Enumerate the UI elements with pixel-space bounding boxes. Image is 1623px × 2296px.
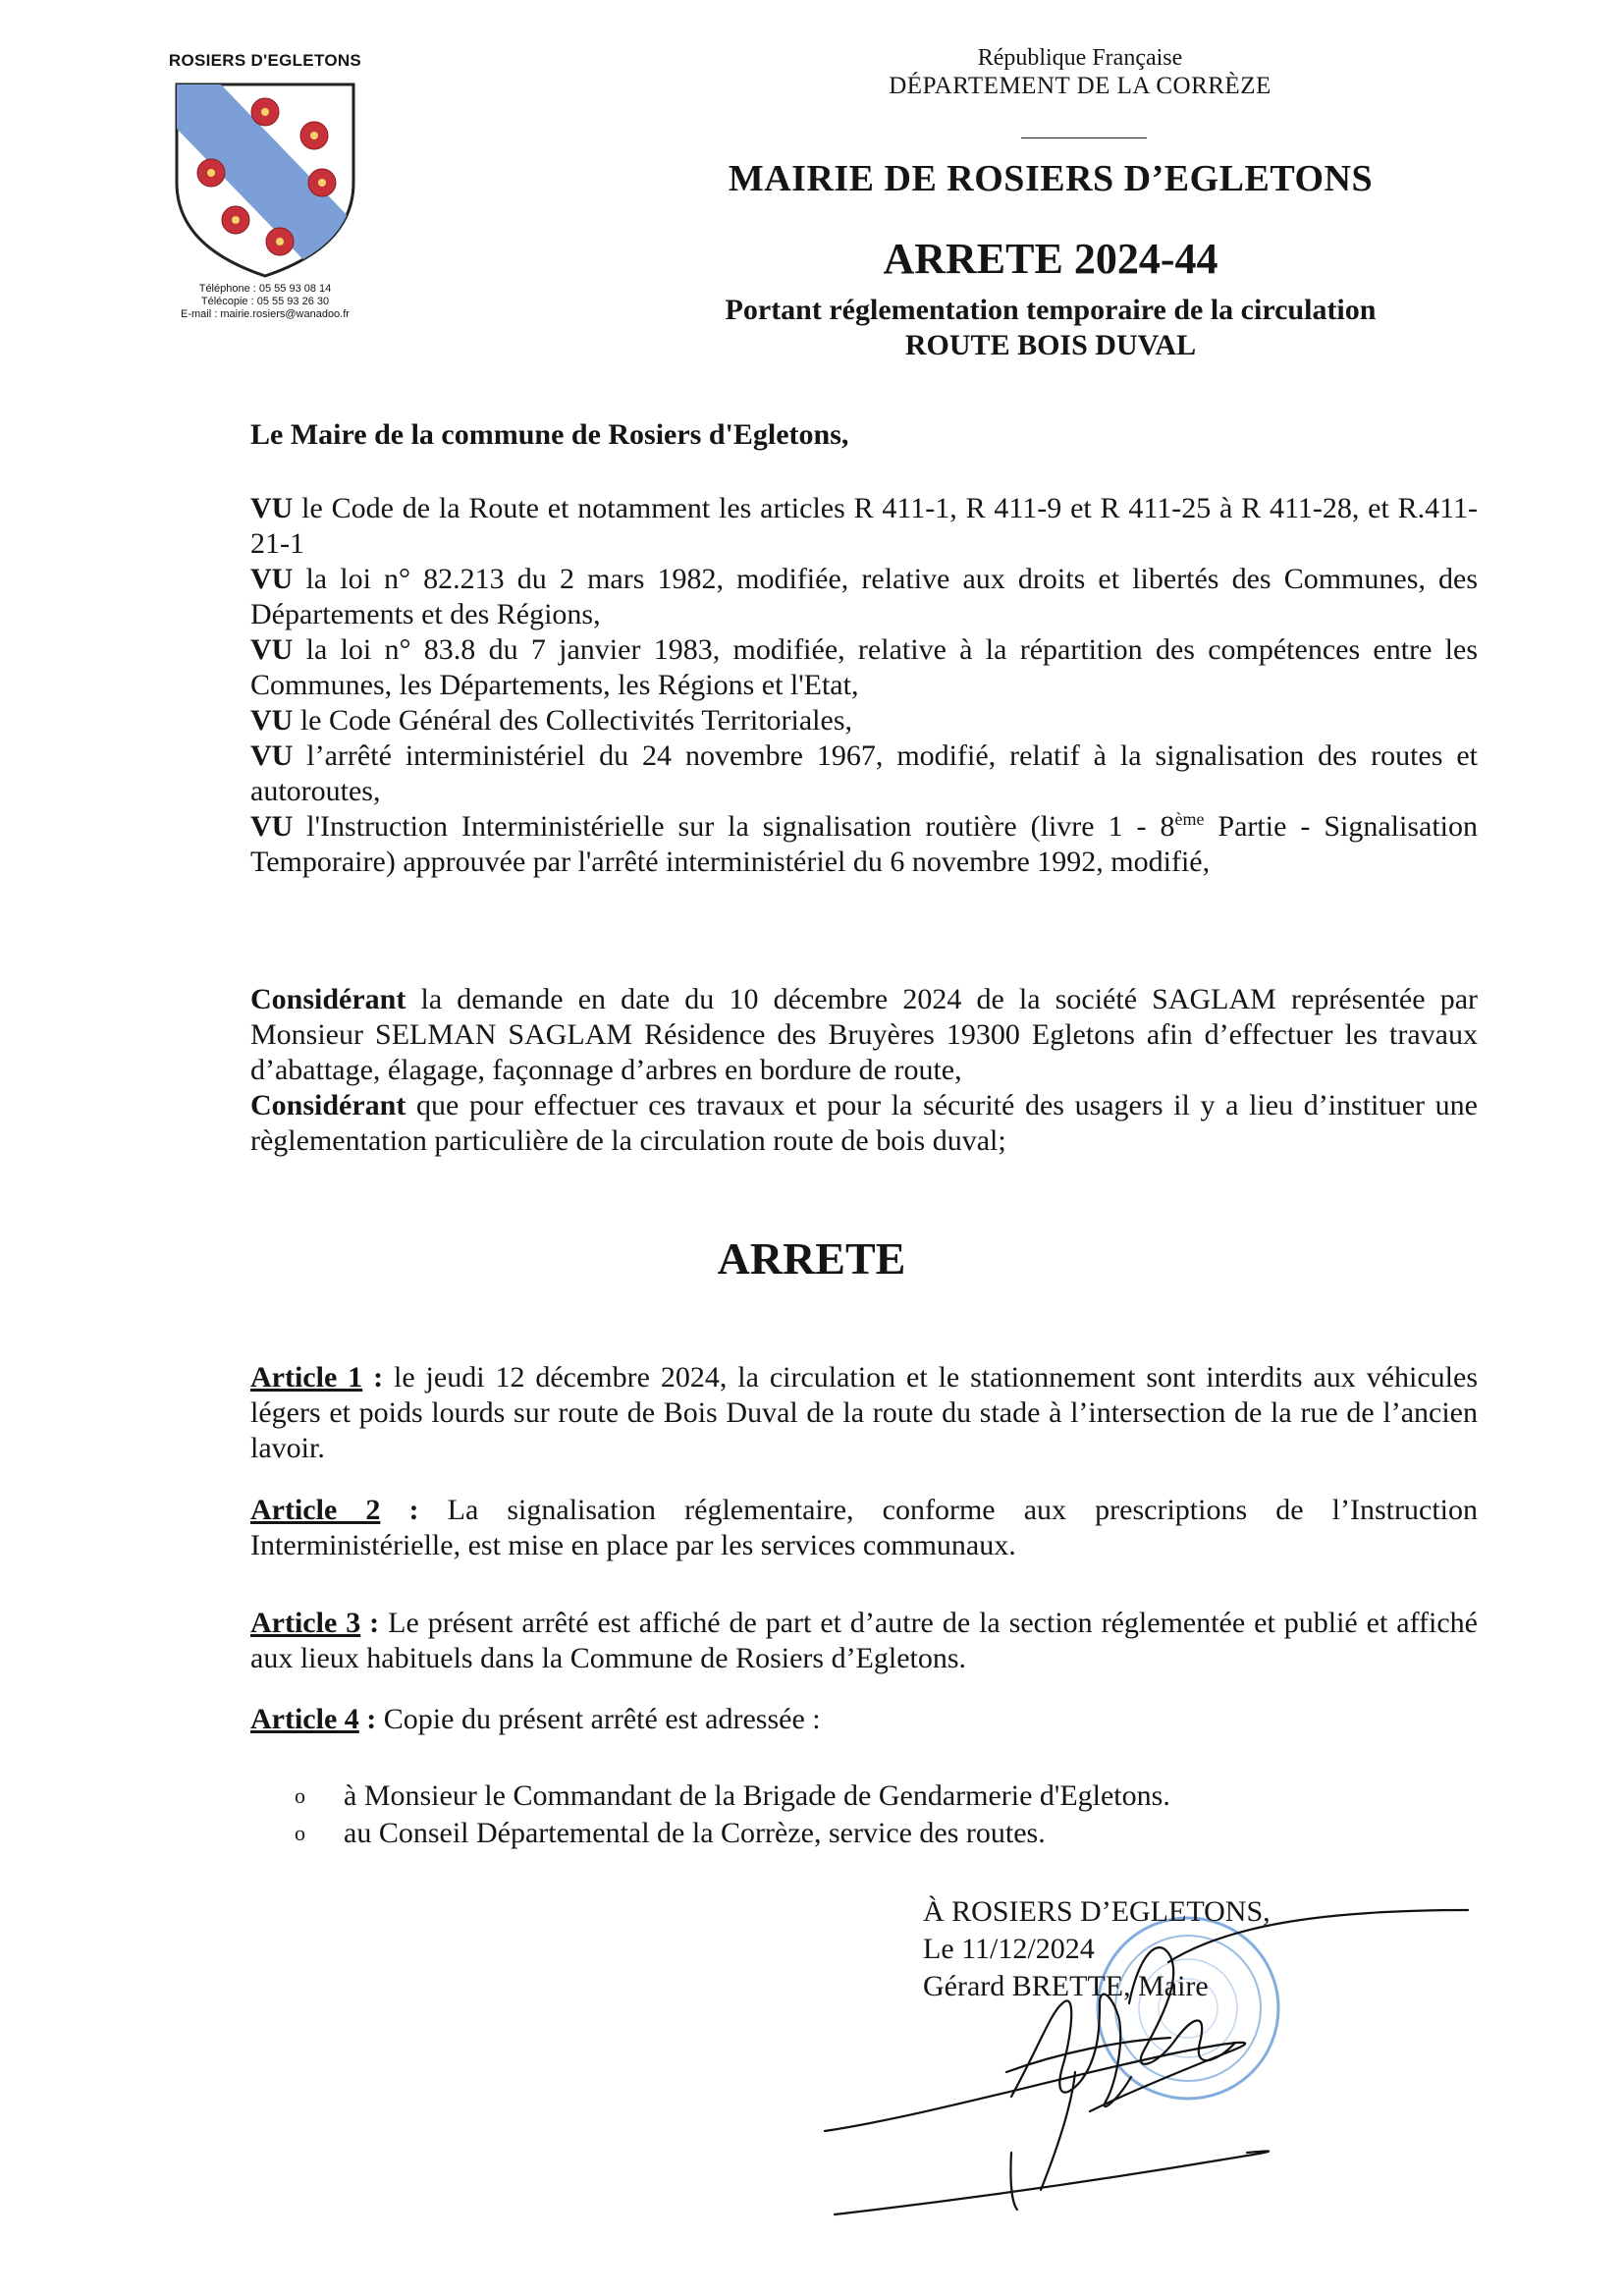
vu-item: [250, 738, 1478, 809]
signature-signer: Gérard BRETTE, Maire: [923, 1970, 1209, 2002]
subject-line-1: Portant réglementation temporaire de la circulation: [725, 294, 1377, 326]
republic-header: [687, 44, 1473, 101]
decision-heading: ARRETE: [717, 1233, 906, 1284]
article-label: Article 4: [250, 1703, 359, 1735]
article-1: Article 1 : le jeudi 12 décembre 2024, la circulation et le stationnement sont interdits aux véhicules légers et poids lourds sur route de Bois Duval de la route du stade à l’intersection de la rue de l’ancien lavoir.: [250, 1361, 1478, 1464]
recipient-list: [295, 1777, 1170, 1852]
vu-text: la loi n° 82.213 du 2 mars 1982, modifiée, relative aux droits et libertés des Communes, des Départements et des Régions,: [250, 563, 1478, 630]
list-item: [295, 1777, 1170, 1815]
considerant-item: [250, 982, 1478, 1088]
article-label: Article 1: [250, 1361, 363, 1394]
article-label: Article 2: [250, 1494, 381, 1526]
article-3: Article 3 : Le présent arrêté est affiché de part et d’autre de la section réglementée et publié et affiché aux lieux habituels dans la Commune de Rosiers d’Egletons.: [250, 1607, 1479, 1674]
handwritten-signature-icon: [805, 1895, 1492, 2229]
contact-info: [147, 283, 383, 321]
article-label: Article 3: [250, 1607, 361, 1639]
article-text: Le présent arrêté est affiché de part et d’autre de la section réglementée et publié et affiché aux lieux habituels dans la Commune de Rosiers d’Egletons.: [250, 1607, 1479, 1674]
vu-text: l’arrêté interministériel du 24 novembre 1967, modifié, relatif à la signalisation des routes et autoroutes,: [250, 739, 1478, 807]
republique-label: République Française: [977, 45, 1183, 71]
recipient-text: au Conseil Départemental de la Corrèze, service des routes.: [344, 1817, 1046, 1849]
considerant-text: la demande en date du 10 décembre 2024 de la société SAGLAM représentée par Monsieur SELMAN SAGLAM Résidence des Bruyères 19300 Egletons afin d’effectuer les travaux d’abattage, élagage, façonnage d’arbres en bordure de route,: [250, 983, 1478, 1086]
departement-label: DÉPARTEMENT DE LA CORRÈZE: [889, 73, 1271, 99]
arrete-subject: [589, 293, 1512, 363]
considerant-item: [250, 1088, 1478, 1159]
coat-of-arms-icon: [167, 75, 363, 281]
vu-text: le Code Général des Collectivités Territoriales,: [293, 704, 853, 737]
mairie-title: MAIRIE DE ROSIERS D’EGLETONS: [728, 158, 1374, 199]
considerant-text: que pour effectuer ces travaux et pour la sécurité des usagers il y a lieu d’instituer une règlementation particulière de la circulation route de bois duval;: [250, 1089, 1478, 1157]
article-text: le jeudi 12 décembre 2024, la circulation et le stationnement sont interdits aux véhicules légers et poids lourds sur route de Bois Duval de la route du stade à l’intersection de la rue de l’ancien lavoir.: [250, 1361, 1478, 1464]
article-2: Article 2 : La signalisation réglementaire, conforme aux prescriptions de l’Instruction Interministérielle, est mise en place par les services communaux.: [250, 1494, 1478, 1561]
vu-item: [250, 632, 1478, 703]
vu-label: VU: [250, 492, 294, 524]
vu-item: [250, 809, 1478, 880]
vu-item: [250, 491, 1478, 562]
email: E-mail : mairie.rosiers@wanadoo.fr: [181, 308, 350, 320]
vu-label: VU: [250, 810, 294, 843]
signature-place: À ROSIERS D’EGLETONS,: [923, 1895, 1271, 1928]
considerant-label: Considérant: [250, 983, 406, 1015]
vu-text: Partie - Signalisation Temporaire) approuvée par l'arrêté interministériel du 6 novembre 1992, modifié,: [250, 810, 1478, 878]
vu-item: [250, 562, 1478, 632]
superscript: ème: [1174, 809, 1205, 829]
intro-line: Le Maire de la commune de Rosiers d'Egletons,: [250, 418, 849, 451]
vu-label: VU: [250, 633, 294, 666]
article-4: Article 4 : Copie du présent arrêté est adressée :: [250, 1703, 821, 1735]
vu-text: la loi n° 83.8 du 7 janvier 1983, modifiée, relative à la répartition des compétences entre les Communes, les Départements, les Régions et l'Etat,: [250, 633, 1478, 701]
bullet-icon: o: [295, 1783, 305, 1808]
article-text: La signalisation réglementaire, conforme aux prescriptions de l’Instruction Interministérielle, est mise en place par les services communaux.: [250, 1494, 1478, 1561]
vu-label: VU: [250, 563, 294, 595]
logo-title: ROSIERS D'EGLETONS: [168, 51, 362, 70]
vu-text: l'Instruction Interministérielle sur la signalisation routière (livre 1 - 8: [293, 810, 1175, 843]
list-item: [295, 1815, 1170, 1852]
vu-label: VU: [250, 739, 294, 772]
considerant-list: [250, 982, 1478, 1159]
recipient-text: à Monsieur le Commandant de la Brigade de Gendarmerie d'Egletons.: [344, 1779, 1170, 1812]
telephone: Téléphone : 05 55 93 08 14: [198, 283, 332, 295]
considerant-label: Considérant: [250, 1089, 406, 1121]
fax: Télécopie : 05 55 93 26 30: [200, 296, 330, 307]
commune-logo: [147, 51, 383, 321]
vu-label: VU: [250, 704, 294, 737]
vu-text: le Code de la Route et notamment les articles R 411-1, R 411-9 et R 411-25 à R 411-28, et R.411-21-1: [250, 492, 1478, 560]
article-text: Copie du présent arrêté est adressée :: [383, 1703, 821, 1735]
vu-list: [250, 491, 1478, 880]
bullet-icon: o: [295, 1821, 305, 1845]
arrete-number: ARRETE 2024-44: [883, 235, 1218, 283]
subject-line-2: ROUTE BOIS DUVAL: [904, 329, 1197, 361]
vu-item: [250, 703, 1478, 738]
signature-date: Le 11/12/2024: [923, 1933, 1095, 1965]
header-divider: [1021, 137, 1147, 138]
